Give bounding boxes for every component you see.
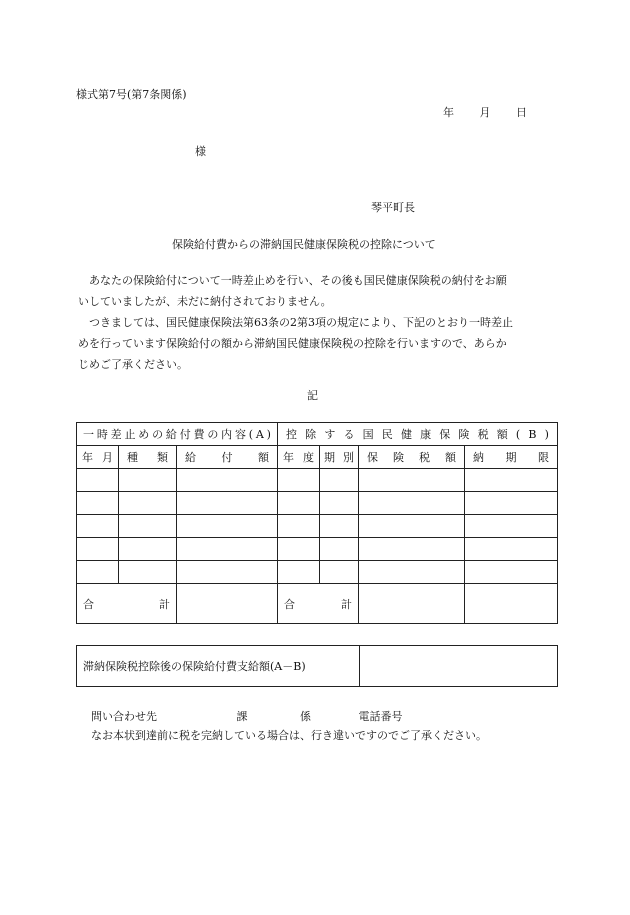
table-cell bbox=[465, 561, 558, 584]
net-payment-label-text: 滞納保険税控除後の保険給付費支給額(A－B) bbox=[83, 660, 306, 673]
table-cell bbox=[359, 492, 465, 515]
col-header-fiscal-year bbox=[278, 446, 320, 469]
header-char: A bbox=[255, 427, 264, 441]
header-char: ( bbox=[515, 427, 521, 441]
table-cell bbox=[320, 561, 359, 584]
col-header-type bbox=[119, 446, 177, 469]
table-cell bbox=[77, 561, 119, 584]
header-char: 給 bbox=[185, 451, 196, 464]
table-cell bbox=[119, 492, 177, 515]
sender: 琴平町長 bbox=[371, 201, 415, 214]
header-char: ) bbox=[266, 427, 271, 441]
table-cell bbox=[359, 469, 465, 492]
header-char: 計 bbox=[341, 597, 353, 611]
header-char: る bbox=[343, 428, 355, 441]
header-char: 容 bbox=[234, 428, 246, 441]
header-char: 保 bbox=[439, 428, 451, 441]
header-char: B bbox=[528, 427, 537, 441]
header-char: 税 bbox=[419, 451, 431, 464]
header-char: 康 bbox=[420, 428, 432, 441]
header-char: 年 bbox=[283, 451, 295, 464]
header-char: 別 bbox=[343, 451, 355, 464]
header-char: め bbox=[138, 428, 150, 441]
table-cell bbox=[77, 492, 119, 515]
table-row bbox=[77, 561, 558, 584]
header-char: 控 bbox=[286, 428, 298, 441]
table-cell bbox=[119, 538, 177, 561]
table-cell bbox=[278, 515, 320, 538]
header-char: 給 bbox=[165, 428, 177, 441]
para2-line1: つきましては、国民健康保険法第63条の2第3項の規定により、下記のとおり一時差止 bbox=[89, 316, 513, 329]
table-cell bbox=[119, 561, 177, 584]
table-cell bbox=[177, 469, 278, 492]
col-header-period bbox=[320, 446, 359, 469]
header-char: 健 bbox=[400, 428, 412, 441]
body-paragraph-1 bbox=[78, 270, 558, 312]
deduction-table bbox=[76, 422, 558, 624]
table-row bbox=[77, 538, 558, 561]
header-char: 険 bbox=[458, 428, 470, 441]
body-paragraph-2 bbox=[78, 312, 558, 375]
table-cell bbox=[177, 515, 278, 538]
header-char: 一 bbox=[83, 428, 94, 441]
table-cell bbox=[119, 469, 177, 492]
para1-line1: あなたの保険給付について一時差止めを行い、その後も国民健康保険税の納付をお願 bbox=[89, 274, 507, 287]
header-char: ) bbox=[544, 427, 549, 441]
group-b-header bbox=[278, 423, 558, 446]
table-cell bbox=[465, 469, 558, 492]
total-value-b-tax bbox=[359, 584, 465, 624]
total-label-b bbox=[278, 584, 359, 624]
header-char: 時 bbox=[96, 428, 108, 441]
table-cell bbox=[278, 469, 320, 492]
table-cell bbox=[177, 561, 278, 584]
table-cell bbox=[320, 538, 359, 561]
date-month: 月 bbox=[479, 106, 491, 119]
total-value-a bbox=[177, 584, 278, 624]
header-char: 民 bbox=[381, 428, 393, 441]
header-char: 険 bbox=[393, 451, 405, 464]
header-char: 期 bbox=[505, 451, 517, 464]
table-cell bbox=[278, 492, 320, 515]
table-cell bbox=[320, 492, 359, 515]
header-char: 内 bbox=[221, 428, 233, 441]
table-cell bbox=[278, 538, 320, 561]
header-char: の bbox=[152, 428, 164, 441]
header-char: 除 bbox=[305, 428, 317, 441]
header-char: 計 bbox=[159, 597, 170, 611]
para1-line2: いしていましたが、未だに納付されておりません。 bbox=[78, 295, 332, 308]
contact-label: 問い合わせ先 bbox=[91, 710, 157, 723]
total-value-b-due bbox=[465, 584, 558, 624]
col-header-tax-amount bbox=[359, 446, 465, 469]
header-char: 差 bbox=[110, 428, 122, 441]
header-char: 種 bbox=[127, 451, 138, 464]
form-number: 様式第7号(第7条関係) bbox=[76, 88, 187, 101]
table-cell bbox=[465, 538, 558, 561]
table-cell bbox=[320, 469, 359, 492]
header-char: 合 bbox=[284, 597, 296, 611]
table-row bbox=[77, 492, 558, 515]
table-cell bbox=[77, 538, 119, 561]
header-char: の bbox=[207, 428, 219, 441]
ki-heading: 記 bbox=[307, 389, 318, 402]
header-char: 年 bbox=[82, 451, 93, 464]
header-char: 費 bbox=[193, 428, 205, 441]
date-year: 年 bbox=[443, 106, 454, 119]
col-header-due-date bbox=[465, 446, 558, 469]
header-char: 納 bbox=[473, 451, 485, 464]
col-header-benefit-amount bbox=[177, 446, 278, 469]
table-cell bbox=[320, 515, 359, 538]
header-char: 限 bbox=[538, 451, 550, 464]
document-title: 保険給付費からの滞納国民健康保険税の控除について bbox=[172, 238, 436, 251]
header-char: 税 bbox=[477, 428, 489, 441]
contact-unit: 係 bbox=[300, 710, 311, 723]
header-char: す bbox=[324, 428, 336, 441]
table-cell bbox=[278, 561, 320, 584]
header-char: 類 bbox=[157, 451, 168, 464]
header-char: 額 bbox=[258, 451, 269, 464]
net-payment-label bbox=[77, 646, 360, 687]
table-cell bbox=[119, 515, 177, 538]
group-a-header-text bbox=[77, 426, 277, 442]
header-char: 額 bbox=[445, 451, 457, 464]
header-char: 付 bbox=[179, 428, 191, 441]
contact-line bbox=[91, 708, 403, 724]
table-row bbox=[77, 469, 558, 492]
header-char: 合 bbox=[83, 597, 94, 611]
group-b-header-text bbox=[278, 426, 557, 442]
table-cell bbox=[359, 561, 465, 584]
table-cell bbox=[77, 515, 119, 538]
table-cell bbox=[177, 492, 278, 515]
contact-section: 課 bbox=[236, 710, 248, 723]
table-cell bbox=[177, 538, 278, 561]
header-char: 月 bbox=[102, 451, 113, 464]
header-char: 期 bbox=[324, 451, 336, 464]
table-row bbox=[77, 515, 558, 538]
contact-phone-label: 電話番号 bbox=[358, 710, 403, 723]
total-label-a bbox=[77, 584, 177, 624]
header-char: 保 bbox=[367, 451, 379, 464]
footer-note: なお本状到達前に税を完納している場合は、行き違いですのでご了承ください。 bbox=[91, 729, 487, 742]
date-day: 日 bbox=[516, 106, 527, 119]
para2-line3: じめご了承ください。 bbox=[78, 358, 188, 371]
header-char: ( bbox=[248, 427, 254, 441]
header-char: 額 bbox=[496, 428, 508, 441]
date-line bbox=[443, 104, 527, 120]
para2-line2: めを行っています保険給付の額から滞納国民健康保険税の控除を行いますので、あらか bbox=[78, 337, 507, 350]
table-cell bbox=[359, 515, 465, 538]
header-char: 度 bbox=[303, 451, 315, 464]
header-char: 付 bbox=[221, 451, 233, 464]
col-header-year-month bbox=[77, 446, 119, 469]
table-cell bbox=[465, 492, 558, 515]
table-cell bbox=[359, 538, 465, 561]
header-char: 国 bbox=[362, 428, 374, 441]
net-payment-value bbox=[360, 646, 558, 687]
addressee: 様 bbox=[195, 145, 206, 158]
table-cell bbox=[465, 515, 558, 538]
group-a-header bbox=[77, 423, 278, 446]
table-cell bbox=[77, 469, 119, 492]
header-char: 止 bbox=[124, 428, 136, 441]
net-payment-table bbox=[76, 645, 558, 687]
